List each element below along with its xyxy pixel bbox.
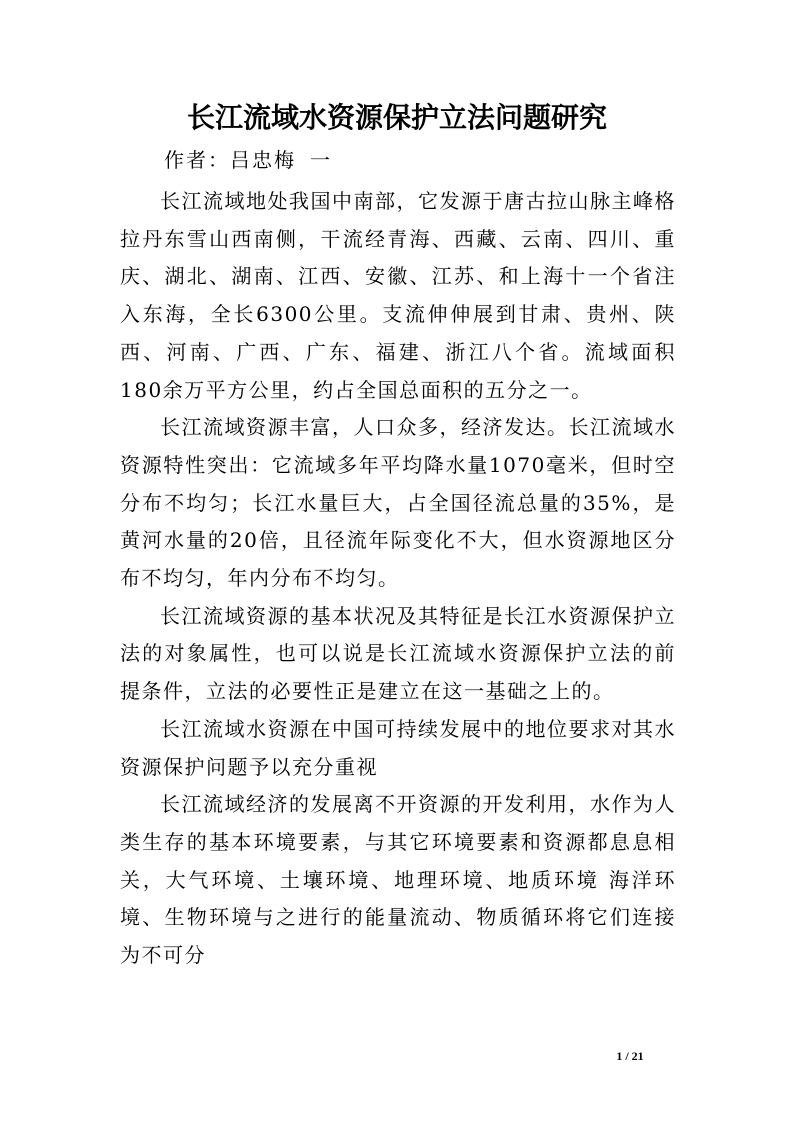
document-body [120, 183, 676, 975]
document-title: 长江流域水资源保护立法问题研究 [186, 101, 607, 134]
author-line: 作者：吕忠梅 一 [164, 148, 333, 172]
paragraph-5: 长江流域经济的发展离不开资源的开发利用，水作为人类生存的基本环境要素，与其它环境要素和资源都息息相关，大气环境、土壤环境、地理环境、地质环境 海洋环境、生物环境与之进行的能量流动、物质循环将它们连接为不可分 [120, 792, 676, 968]
page-indicator: 1 / 21 [616, 1049, 644, 1063]
paragraph-3: 长江流域资源的基本状况及其特征是长江水资源保护立法的对象属性，也可以说是长江流域水资源保护立法的前提条件，立法的必要性正是建立在这一基础之上的。 [120, 603, 676, 704]
paragraph-4: 长江流域水资源在中国可持续发展中的地位要求对其水资源保护问题予以充分重视 [120, 716, 676, 779]
paragraph-1: 长江流域地处我国中南部，它发源于唐古拉山脉主峰格拉丹东雪山西南侧，干流经青海、西藏、云南、四川、重庆、湖北、湖南、江西、安徽、江苏、和上海十一个省注入东海，全长6300公里。支流伸伸展到甘肃、贵州、陕西、河南、广西、广东、福建、浙江八个省。流域面积180余万平方公里，约占全国总面积的五分之一。 [120, 189, 676, 402]
paragraph-2: 长江流域资源丰富，人口众多，经济发达。长江流域水资源特性突出：它流域多年平均降水量1070毫米，但时空分布不均匀；长江水量巨大，占全国径流总量的35%，是黄河水量的20倍，且径流年际变化不大，但水资源地区分布不均匀，年内分布不均匀。 [120, 415, 676, 591]
